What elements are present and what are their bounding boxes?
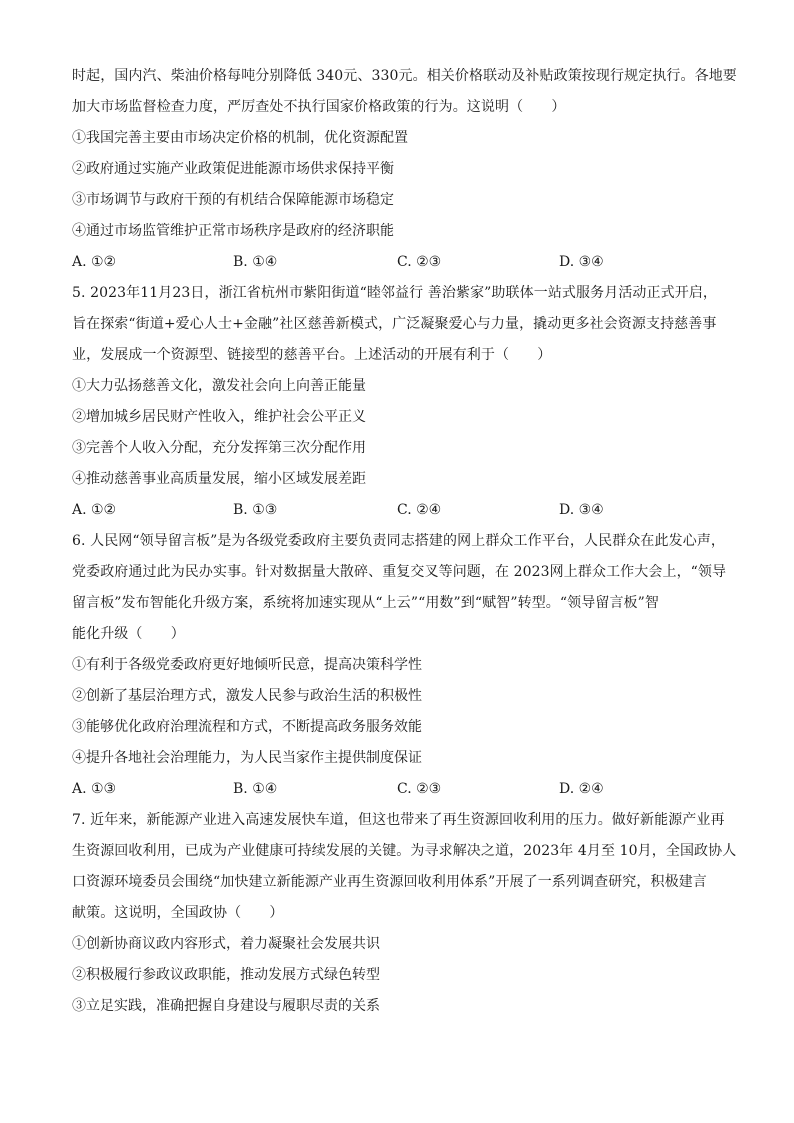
stem-line: 党委政府通过此为民办实事。针对数据量大散碎、重复交叉等问题，在 2023网上群众工作大会上，“领导 xyxy=(72,564,727,580)
choice-b: B. ①④ xyxy=(233,781,278,797)
choice-d: D. ③④ xyxy=(559,502,604,518)
statement-1: ①我国完善主要由市场决定价格的机制，优化资源配置 xyxy=(72,130,408,146)
choice-c: C. ②③ xyxy=(397,781,442,797)
statement-2: ②政府通过实施产业政策促进能源市场供求保持平衡 xyxy=(72,161,394,177)
stem-line: 生资源回收利用，已成为产业健康可持续发展的关键。为寻求解决之道，2023年 4月至 10月，全国政协人 xyxy=(72,843,737,859)
question-stem xyxy=(72,526,727,650)
statement-3: ③市场调节与政府干预的有机结合保障能源市场稳定 xyxy=(72,192,394,208)
exam-page xyxy=(72,61,737,1022)
statement-2: ②增加城乡居民财产性收入，维护社会公平正义 xyxy=(72,409,366,425)
statement-4: ④推动慈善事业高质量发展，缩小区域发展差距 xyxy=(72,471,366,487)
statement-1: ①创新协商议政内容形式，着力凝聚社会发展共识 xyxy=(72,936,380,952)
choice-b: B. ①④ xyxy=(233,254,278,270)
choice-c: C. ②③ xyxy=(397,254,442,270)
question-stem xyxy=(72,61,737,123)
statement-1: ①大力弘扬慈善文化，激发社会向上向善正能量 xyxy=(72,378,366,394)
stem-line: 7. 近年来，新能源产业进入高速发展快车道，但这也带来了再生资源回收利用的压力。做好新能源产业再 xyxy=(72,812,725,828)
stem-line: 献策。这说明，全国政协（ ） xyxy=(72,905,284,921)
question-stem xyxy=(72,805,737,929)
stem-line: 加大市场监督检查力度，严厉查处不执行国家价格政策的行为。这说明（ ） xyxy=(72,99,566,115)
question-7 xyxy=(72,805,737,1022)
stem-line: 业，发展成一个资源型、链接型的慈善平台。上述活动的开展有利于（ ） xyxy=(72,347,552,363)
statement-4: ④提升各地社会治理能力，为人民当家作主提供制度保证 xyxy=(72,750,422,766)
answer-choices xyxy=(72,495,722,526)
choice-a: A. ①② xyxy=(72,502,117,518)
statement-4: ④通过市场监管维护正常市场秩序是政府的经济职能 xyxy=(72,223,394,239)
stem-line: 时起，国内汽、柴油价格每吨分别降低 340元、330元。相关价格联动及补贴政策按现行规定执行。各地要 xyxy=(72,68,737,84)
answer-choices xyxy=(72,247,722,278)
answer-choices xyxy=(72,774,722,805)
choice-d: D. ②④ xyxy=(559,781,604,797)
stem-line: 5. 2023年11月23日，浙江省杭州市紫阳街道“睦邻益行 善治紫家”助联体一站式服务月活动正式开启， xyxy=(72,285,718,301)
statement-3: ③能够优化政府治理流程和方式，不断提高政务服务效能 xyxy=(72,719,422,735)
choice-a: A. ①③ xyxy=(72,781,117,797)
choice-a: A. ①② xyxy=(72,254,117,270)
choice-c: C. ②④ xyxy=(397,502,442,518)
stem-line: 留言板”发布智能化升级方案，系统将加速实现从“上云”“用数”到“赋智”转型。“领导留言板”智 xyxy=(72,595,660,611)
statement-2: ②积极履行参政议政职能，推动发展方式绿色转型 xyxy=(72,967,380,983)
stem-line: 能化升级（ ） xyxy=(72,626,185,642)
choice-d: D. ③④ xyxy=(559,254,604,270)
stem-line: 口资源环境委员会围绕“加快建立新能源产业再生资源回收利用体系”开展了一系列调查研究，积极建言 xyxy=(72,874,707,890)
stem-line: 6. 人民网“领导留言板”是为各级党委政府主要负责同志搭建的网上群众工作平台，人民群众在此发心声， xyxy=(72,533,726,549)
question-4 xyxy=(72,61,737,278)
stem-line: 旨在探索“街道+爱心人士+金融”社区慈善新模式，广泛凝聚爱心与力量，撬动更多社会资源支持慈善事 xyxy=(72,316,717,332)
statement-3: ③立足实践，准确把握自身建设与履职尽责的关系 xyxy=(72,998,380,1014)
question-5 xyxy=(72,278,722,526)
statement-3: ③完善个人收入分配，充分发挥第三次分配作用 xyxy=(72,440,366,456)
question-6 xyxy=(72,526,727,805)
statement-1: ①有利于各级党委政府更好地倾听民意，提高决策科学性 xyxy=(72,657,422,673)
choice-b: B. ①③ xyxy=(233,502,278,518)
statement-2: ②创新了基层治理方式，激发人民参与政治生活的积极性 xyxy=(72,688,422,704)
question-stem xyxy=(72,278,722,371)
